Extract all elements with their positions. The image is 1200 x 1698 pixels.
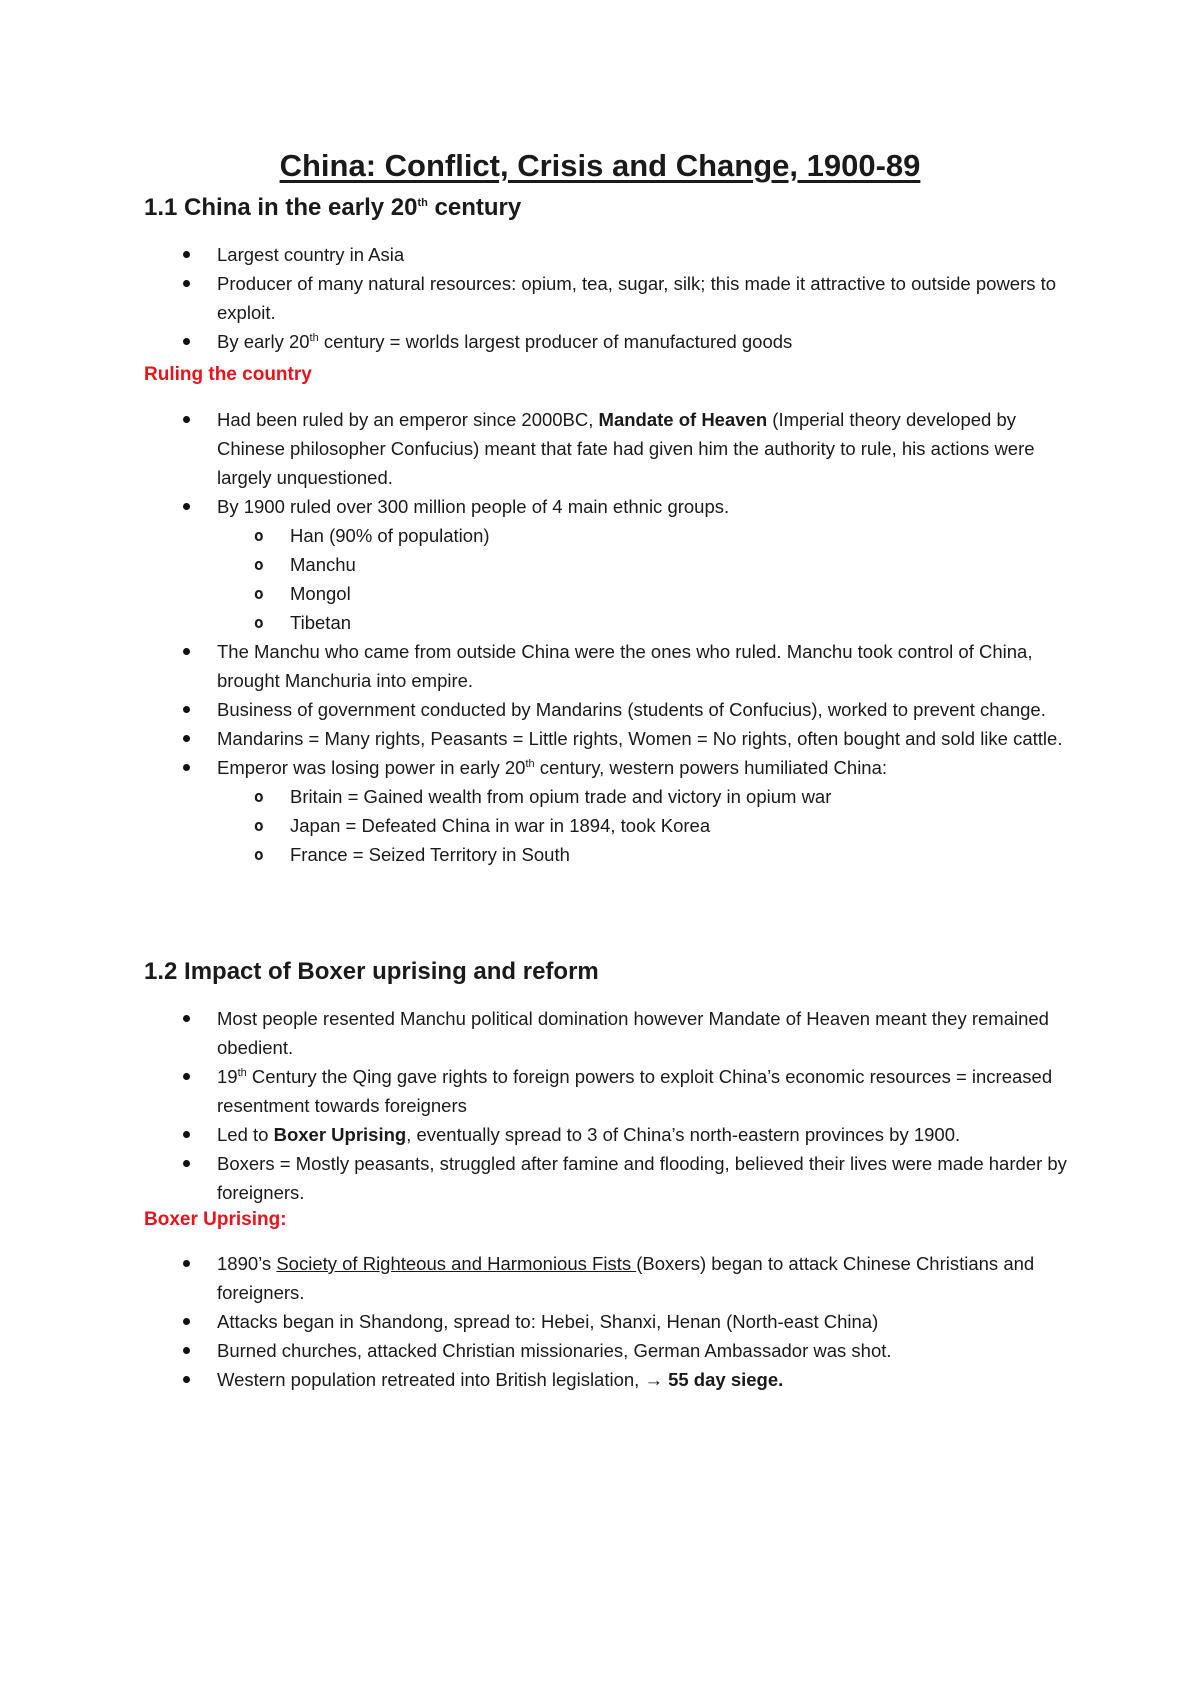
list-item: Had been ruled by an emperor since 2000BC, Mandate of Heaven (Imperial theory developed by Chinese philosopher Confucius) meant that fate had given him the authority to rule, his actions were largely unquestioned. [0,405,1080,492]
list-item: The Manchu who came from outside China were the ones who ruled. Manchu took control of China, brought Manchuria into empire. [0,637,1080,695]
list-item: By early 20th century = worlds largest producer of manufactured goods [0,327,1080,356]
subheading-ruling-the-country: Ruling the country [144,364,312,385]
document-title: China: Conflict, Crisis and Change, 1900-89 [279,148,921,183]
ruling-list [0,405,1200,869]
heading-text: century [427,194,522,221]
section-heading-1-1 [144,194,521,222]
section-1-1-list [0,240,1200,356]
sub-list-item: o Manchu [0,550,1080,579]
section-heading-1-2: 1.2 Impact of Boxer uprising and reform [144,958,599,985]
sub-list-item: o Japan = Defeated China in war in 1894, took Korea [0,811,1080,840]
list-item: 1890’s Society of Righteous and Harmonious Fists (Boxers) began to attack Chinese Christians and foreigners. [0,1249,1080,1307]
section-1-2-list [0,1004,1200,1207]
boxer-uprising-list [0,1249,1200,1394]
list-item: Producer of many natural resources: opium, tea, sugar, silk; this made it attractive to outside powers to exploit. [0,269,1080,327]
sub-list-item: o France = Seized Territory in South [0,840,1080,869]
list-item: Emperor was losing power in early 20th century, western powers humiliated China: [0,753,1080,782]
subheading-boxer-uprising: Boxer Uprising: [144,1209,287,1230]
list-item: Mandarins = Many rights, Peasants = Little rights, Women = No rights, often bought and sold like cattle. [0,724,1080,753]
list-item: Boxers = Mostly peasants, struggled after famine and flooding, believed their lives were made harder by foreigners. [0,1149,1080,1207]
list-item: Attacks began in Shandong, spread to: Hebei, Shanxi, Henan (North-east China) [0,1307,1080,1336]
list-item: Most people resented Manchu political domination however Mandate of Heaven meant they remained obedient. [0,1004,1080,1062]
list-item: Western population retreated into British legislation, → 55 day siege. [0,1365,1080,1394]
list-item: Business of government conducted by Mandarins (students of Confucius), worked to prevent change. [0,695,1080,724]
list-item: Largest country in Asia [0,240,1080,269]
sub-list-item: o Britain = Gained wealth from opium trade and victory in opium war [0,782,1080,811]
heading-text: 1.1 China in the early 20 [144,194,418,221]
sub-list-item: o Han (90% of population) [0,521,1080,550]
heading-superscript: th [417,197,428,209]
list-item: 19th Century the Qing gave rights to foreign powers to exploit China’s economic resources = increased resentment towards foreigners [0,1062,1080,1120]
list-item: By 1900 ruled over 300 million people of 4 main ethnic groups. [0,492,1080,521]
list-item: Led to Boxer Uprising, eventually spread to 3 of China’s north-eastern provinces by 1900. [0,1120,1080,1149]
list-item: Burned churches, attacked Christian missionaries, German Ambassador was shot. [0,1336,1080,1365]
sub-list-item: o Mongol [0,579,1080,608]
sub-list-item: o Tibetan [0,608,1080,637]
